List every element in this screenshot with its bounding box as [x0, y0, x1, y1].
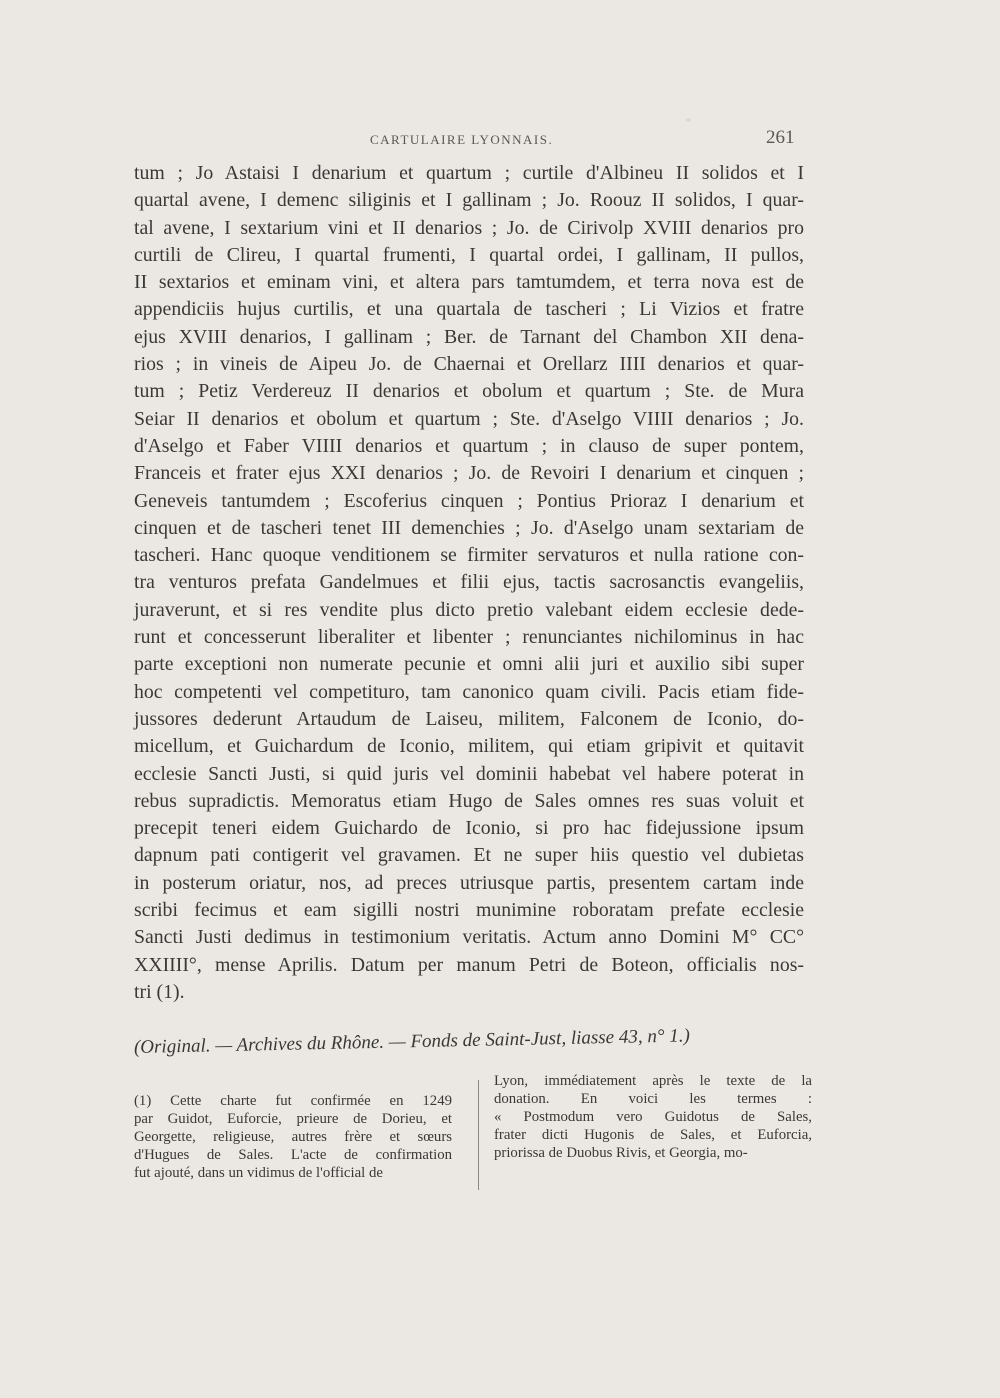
- text-line: juraverunt, et si res vendite plus dicto pretio valebant eidem ecclesie dede-: [134, 598, 804, 621]
- footnote-right-column: [494, 1072, 812, 1162]
- footnote-line: par Guidot, Euforcie, prieure de Dorieu, et: [134, 1111, 452, 1127]
- footnote-line: priorissa de Duobus Rivis, et Georgia, mo-: [494, 1145, 748, 1161]
- text-line: tra venturos prefata Gandelmues et filii ejus, tactis sacrosanctis evangeliis,: [134, 571, 804, 594]
- text-line: scribi fecimus et eam sigilli nostri munimine roboratam prefate ecclesie: [134, 899, 804, 922]
- text-line: Sancti Justi dedimus in testimonium veritatis. Actum anno Domini M° CC°: [134, 926, 804, 949]
- text-line: dapnum pati contigerit vel gravamen. Et ne super hiis questio vel dubietas: [134, 844, 804, 867]
- footnote-left-column: [134, 1092, 452, 1182]
- footnote-line: frater dicti Hugonis de Sales, et Euforcia,: [494, 1127, 812, 1143]
- footnote-line: (1) Cette charte fut confirmée en 1249: [134, 1093, 452, 1109]
- text-line: tum ; Jo Astaisi I denarium et quartum ; curtile d'Albineu II solidos et I: [134, 162, 804, 184]
- page-number: 261: [766, 127, 795, 148]
- text-line: jussores dederunt Artaudum de Laiseu, militem, Falconem de Iconio, do-: [134, 707, 804, 730]
- text-line: quartal avene, I demenc siliginis et I gallinam ; Jo. Roouz II solidos, I quar-: [134, 189, 804, 212]
- text-line: d'Aselgo et Faber VIIII denarios et quartum ; in clauso de super pontem,: [134, 434, 804, 457]
- footnotes: [134, 1073, 812, 1190]
- text-line: parte exceptioni non numerate pecunie et omni alii juri et auxilio sibi super: [134, 653, 804, 676]
- text-line: in posterum oriatur, nos, ad preces utriusque partis, presentem cartam inde: [134, 871, 804, 894]
- footnote-column-divider: [478, 1080, 479, 1190]
- text-line: tascheri. Hanc quoque venditionem se firmiter servaturos et nulla ratione con-: [134, 544, 804, 567]
- running-head: CARTULAIRE LYONNAIS.: [370, 132, 554, 147]
- source-citation: (Original. — Archives du Rhône. — Fonds de Saint-Just, liasse 43, n° 1.): [133, 1025, 691, 1058]
- main-body-text: [134, 160, 804, 1006]
- text-line: II sextarios et eminam vini, et altera pars tamtumdem, et terra nova est de: [134, 271, 804, 294]
- footnote-line: « Postmodum vero Guidotus de Sales,: [494, 1109, 812, 1125]
- text-line: curtili de Clireu, I quartal frumenti, I quartal ordei, I gallinam, II pullos,: [134, 243, 804, 266]
- text-line: appendiciis hujus curtilis, et una quartala de tascheri ; Li Vizios et fratre: [134, 298, 804, 321]
- text-line: micellum, et Guichardum de Iconio, militem, qui etiam gripivit et quitavit: [134, 735, 804, 758]
- text-line: ejus XVIII denarios, I gallinam ; Ber. de Tarnant del Chambon XII dena-: [134, 325, 804, 348]
- text-line: precepit teneri eidem Guichardo de Iconio, si pro hac fidejussione ipsum: [134, 817, 804, 840]
- text-line: hoc competenti vel competituro, tam canonico quam civili. Pacis etiam fide-: [134, 680, 804, 703]
- footnote-line: Lyon, immédiatement après le texte de la: [494, 1073, 812, 1089]
- text-line: rios ; in vineis de Aipeu Jo. de Chaernai et Orellarz IIII denarios et quar-: [134, 353, 804, 376]
- text-line: runt et concesserunt liberaliter et libenter ; renunciantes nichilominus in hac: [134, 626, 804, 649]
- text-line: tri (1).: [134, 980, 185, 1003]
- footnote-line: fut ajouté, dans un vidimus de l'official de: [134, 1165, 383, 1181]
- text-line: cinquen et de tascheri tenet III demenchies ; Jo. d'Aselgo unam sextariam de: [134, 516, 804, 539]
- text-line: tal avene, I sextarium vini et II denarios ; Jo. de Cirivolp XVIII denarios pro: [134, 216, 804, 239]
- text-line: rebus supradictis. Memoratus etiam Hugo de Sales omnes res suas voluit et: [134, 789, 804, 812]
- footnote-line: d'Hugues de Sales. L'acte de confirmation: [134, 1147, 452, 1163]
- text-line: Franceis et frater ejus XXI denarios ; Jo. de Revoiri I denarium et cinquen ;: [134, 462, 804, 485]
- footnote-line: Georgette, religieuse, autres frère et sœurs: [134, 1129, 452, 1145]
- text-line: ecclesie Sancti Justi, si quid juris vel dominii habebat vel habere poterat in: [134, 762, 804, 785]
- text-line: Seiar II denarios et obolum et quartum ; Ste. d'Aselgo VIIII denarios ; Jo.: [134, 407, 804, 430]
- text-line: Geneveis tantumdem ; Escoferius cinquen ; Pontius Prioraz I denarium et: [134, 489, 804, 512]
- footnote-line: donation. En voici les termes :: [494, 1091, 812, 1107]
- text-line: tum ; Petiz Verdereuz II denarios et obolum et quartum ; Ste. de Mura: [134, 380, 804, 403]
- paper-blemish: [686, 118, 691, 122]
- text-line: XXIIII°, mense Aprilis. Datum per manum Petri de Boteon, officialis nos-: [134, 953, 804, 976]
